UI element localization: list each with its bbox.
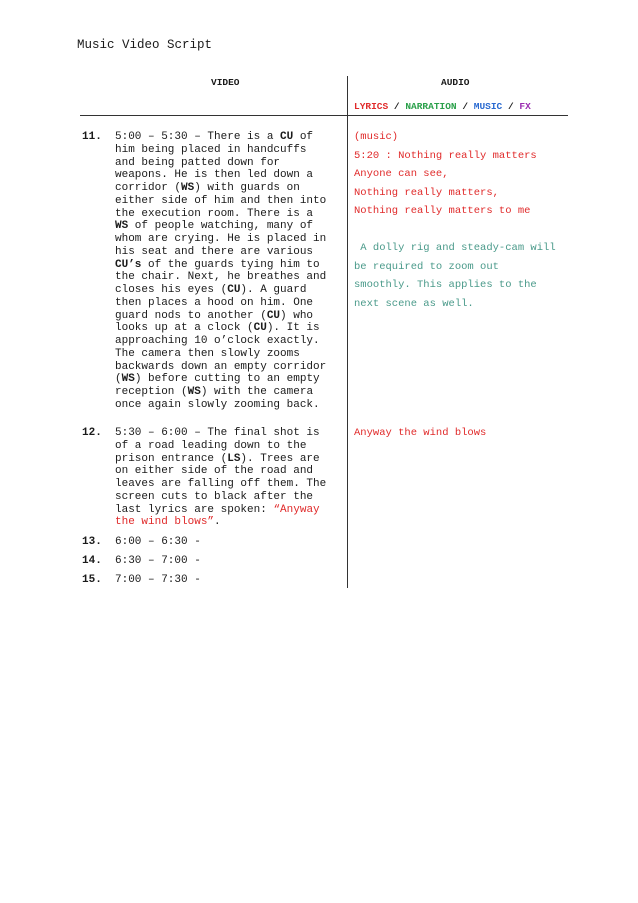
description-text: once again slowly zooming back.	[115, 398, 320, 411]
shot-number: 13.	[82, 536, 102, 548]
shot-type-term: WS	[115, 220, 129, 233]
description-text: ) who	[280, 309, 314, 322]
shot-12-video-description	[115, 427, 345, 516]
description-line	[115, 310, 345, 323]
description-line	[115, 157, 345, 170]
quote-line: “Anyway	[273, 503, 320, 516]
shot-12-audio-lyric: Anyway the wind blows	[354, 427, 487, 439]
quote-end: .	[214, 516, 221, 529]
shot-type-term: WS	[181, 182, 195, 194]
description-line	[115, 259, 345, 272]
shot-15-time: 7:00 – 7:30 -	[115, 574, 201, 586]
legend-lyrics: LYRICS	[354, 101, 389, 112]
description-text: reception (	[115, 386, 188, 398]
description-line	[115, 399, 345, 412]
shot-number: 11.	[82, 131, 102, 143]
shot-type-term: CU’s	[115, 258, 142, 271]
description-line	[115, 131, 345, 144]
description-text: last lyrics are spoken:	[115, 503, 274, 516]
description-line	[115, 182, 345, 195]
description-text: 5:00 – 5:30 – There is a	[115, 131, 281, 143]
description-line	[115, 220, 345, 233]
legend-separator: /	[507, 101, 514, 112]
description-line	[115, 208, 345, 221]
description-line	[115, 427, 345, 440]
video-column-header: VIDEO	[211, 77, 240, 88]
shot-type-term: WS	[121, 373, 135, 386]
description-text: corridor (	[115, 182, 182, 194]
legend-narration: NARRATION	[405, 101, 457, 112]
description-text: him being placed in handcuffs	[115, 143, 307, 156]
description-line	[115, 453, 345, 466]
audio-note-line: smoothly. This applies to the	[354, 279, 537, 291]
legend-separator: /	[393, 101, 400, 112]
shot-type-term: WS	[187, 386, 201, 398]
description-text: backwards down an empty corridor	[115, 360, 327, 373]
description-text: of people watching, many of	[128, 220, 314, 233]
description-text: either side of him and then into	[115, 194, 327, 207]
description-text: screen cuts to black after the	[115, 490, 314, 503]
shot-13-time: 6:00 – 6:30 -	[115, 536, 201, 548]
description-text: of	[293, 131, 314, 143]
description-text: of the guards tying him to	[141, 258, 320, 271]
audio-lyric-line: Anyone can see,	[354, 168, 449, 180]
audio-note-line: next scene as well.	[354, 297, 474, 310]
quote-line: the wind blows”	[115, 516, 215, 529]
description-text: leaves are falling off them. The	[115, 478, 327, 490]
description-text: prison entrance (	[115, 452, 228, 465]
shot-12-quote	[115, 516, 345, 529]
description-text: on either side of the road and	[115, 465, 314, 478]
description-line	[115, 322, 345, 335]
description-text: ) with the camera	[200, 386, 314, 398]
shot-type-term: CU	[280, 131, 294, 143]
column-divider	[347, 76, 348, 588]
description-line	[115, 169, 345, 182]
description-text: his seat and there are various	[115, 245, 314, 258]
description-text: looks up at a clock (	[115, 322, 254, 335]
page-title: Music Video Script	[77, 38, 213, 52]
description-line	[115, 144, 345, 157]
header-divider	[80, 115, 568, 116]
shot-type-term: LS	[227, 452, 241, 465]
description-text: closes his eyes (	[115, 284, 228, 296]
description-line	[115, 195, 345, 208]
shot-number: 14.	[82, 555, 102, 567]
description-line	[115, 440, 345, 453]
description-text: and being patted down for	[115, 156, 281, 169]
legend-music: MUSIC	[473, 101, 503, 112]
description-line	[115, 297, 345, 310]
legend-separator: /	[462, 101, 469, 112]
shot-number: 12.	[82, 427, 102, 439]
description-line	[115, 491, 345, 504]
description-line	[115, 465, 345, 478]
shot-number: 15.	[82, 574, 102, 586]
audio-note-line: A dolly rig and steady-cam will	[354, 242, 556, 254]
description-line	[115, 284, 345, 297]
description-text: (	[115, 373, 122, 386]
description-text: weapons. He is then led down a	[115, 169, 314, 182]
description-line	[115, 386, 345, 399]
description-line	[115, 478, 345, 491]
shot-14-time: 6:30 – 7:00 -	[115, 555, 201, 567]
description-text: ). A guard	[240, 284, 307, 296]
description-text: ) before cutting to an empty	[134, 373, 320, 386]
audio-lyric-line: (music)	[354, 131, 399, 143]
shot-type-term: CU	[253, 322, 267, 335]
audio-lyric-line: Nothing really matters,	[354, 186, 499, 199]
audio-column-header: AUDIO	[441, 77, 470, 88]
description-line	[115, 348, 345, 361]
shot-type-term: CU	[266, 309, 281, 322]
shot-type-term: CU	[227, 284, 241, 296]
description-line	[115, 271, 345, 284]
description-text: guard nods to another (	[115, 309, 267, 322]
description-text: ). Trees are	[240, 452, 320, 465]
shot-11-video-description	[115, 131, 345, 412]
legend-fx: FX	[519, 101, 531, 112]
description-line	[115, 233, 345, 246]
description-text: whom are crying. He is placed in	[115, 233, 327, 245]
audio-lyric-line: Nothing really matters to me	[354, 205, 531, 217]
description-line	[115, 361, 345, 374]
description-text: ) with guards on	[194, 182, 300, 194]
description-line	[115, 246, 345, 259]
description-text: 5:30 – 6:00 – The final shot is	[115, 427, 320, 439]
description-text: The camera then slowly zooms	[115, 347, 300, 360]
description-line	[115, 335, 345, 348]
audio-note-line: be required to zoom out	[354, 260, 499, 273]
description-line	[115, 373, 345, 386]
description-text: approaching 10 o’clock exactly.	[115, 335, 320, 347]
description-line	[115, 504, 345, 517]
audio-legend	[354, 101, 531, 112]
description-text: the execution room. There is a	[115, 207, 314, 220]
description-text: then places a hood on him. One	[115, 296, 314, 309]
description-text: of a road leading down to the	[115, 439, 307, 452]
description-text: ). It is	[266, 322, 320, 335]
audio-lyric-line: 5:20 : Nothing really matters	[354, 149, 537, 162]
description-text: the chair. Next, he breathes and	[115, 271, 327, 284]
